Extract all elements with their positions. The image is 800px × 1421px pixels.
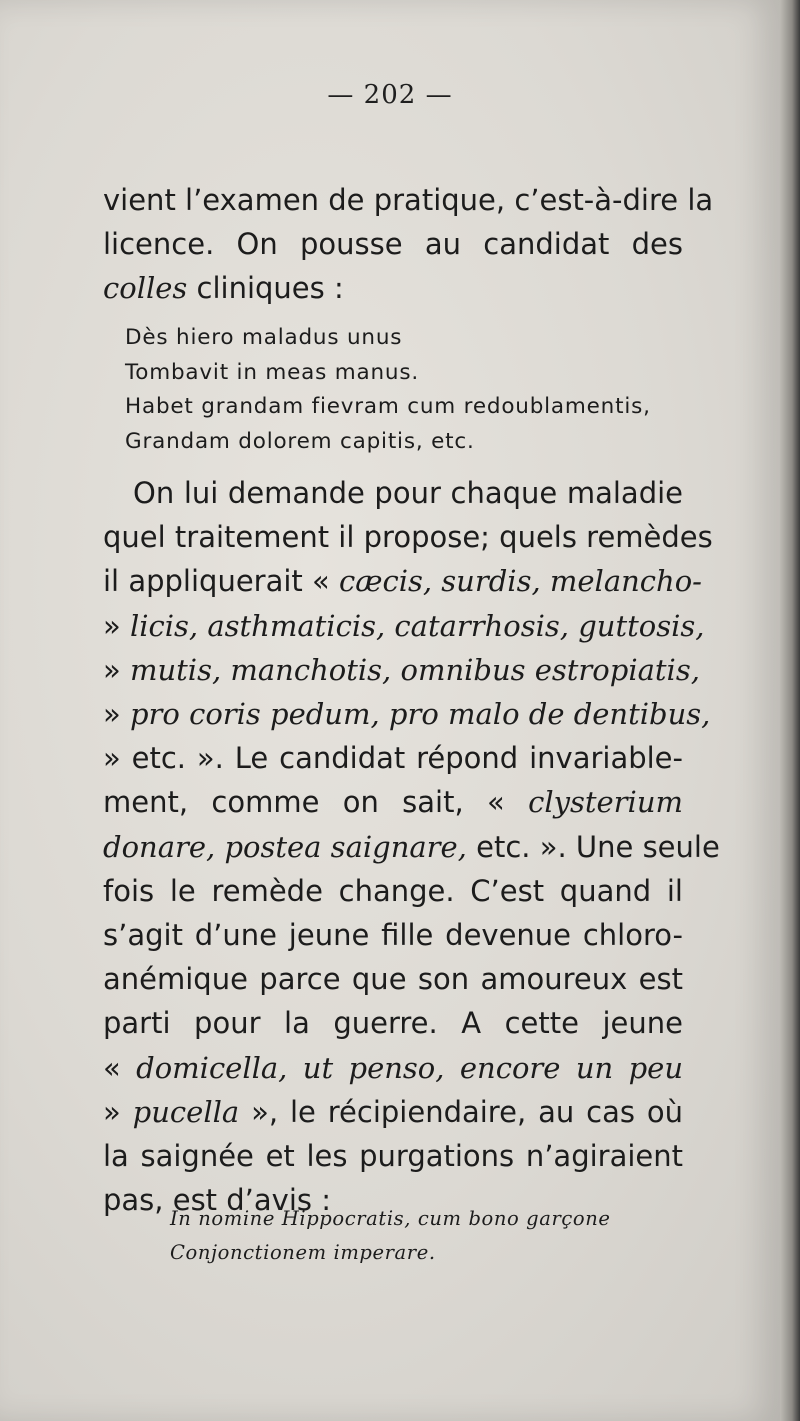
verse-line: Tombavit in meas manus.: [125, 359, 419, 385]
text-line: On lui demande pour chaque maladie: [133, 476, 683, 510]
text-line: fois le remède change. C’est quand il: [103, 873, 683, 908]
latin-verse-2: [170, 1202, 690, 1270]
text-line: [103, 780, 683, 824]
paragraph-2: [103, 471, 720, 1222]
verse-line: In nomine Hippocratis, cum bono garçone: [170, 1207, 611, 1230]
text-line: parti pour la guerre. A cette jeune: [103, 1006, 683, 1041]
text-fragment: »: [103, 1094, 133, 1129]
italic-latin: pucella: [132, 1094, 240, 1129]
text-line: [103, 648, 700, 692]
verse-line: Grandam dolorem capitis, etc.: [125, 428, 475, 454]
text-line: pas, est d’avis :: [103, 1183, 331, 1218]
page-number: — 202 —: [327, 80, 453, 110]
italic-latin: mutis, manchotis, omnibus estropiatis,: [129, 652, 700, 687]
text-line: la saignée et les purgations n’agiraient: [103, 1139, 683, 1174]
text-line: licence. On pousse au candidat des: [103, 227, 683, 262]
text-line: [103, 825, 720, 869]
italic-latin: clysterium: [528, 785, 683, 820]
text-line: [103, 604, 705, 648]
text-fragment: »: [103, 652, 130, 687]
text-line: [103, 1046, 683, 1090]
italic-latin: donare, postea saignare,: [103, 829, 467, 864]
text-line: quel traitement il propose; quels remèdes: [103, 520, 713, 555]
text-line: [103, 1090, 683, 1134]
verse-line: Conjonctionem imperare.: [170, 1241, 436, 1264]
text-line: vient l’examen de pratique, c’est-à-dire la: [103, 183, 714, 217]
text-line: [103, 559, 702, 603]
italic-latin: cæcis, surdis, melancho-: [338, 564, 702, 599]
text-fragment: cliniques :: [187, 271, 344, 306]
italic-term: colles: [103, 271, 188, 306]
italic-latin: domicella, ut penso, encore un peu: [136, 1050, 683, 1085]
text-fragment: il appliquerait «: [103, 564, 339, 599]
text-line: [103, 692, 711, 736]
text-line: » etc. ». Le candidat répond invariable-: [103, 741, 683, 776]
text-line: anémique parce que son amoureux est: [103, 962, 683, 997]
text-fragment: », le récipiendaire, au cas où: [239, 1094, 683, 1129]
text-fragment: «: [103, 1050, 137, 1085]
text-fragment: etc. ». Une seule: [466, 829, 720, 864]
paragraph-1: [103, 178, 714, 311]
italic-latin: licis, asthmaticis, catarrhosis, guttosis,: [129, 608, 705, 643]
page-edge-shadow: [780, 0, 800, 1421]
text-fragment: »: [103, 608, 130, 643]
text-line: s’agit d’une jeune fille devenue chloro-: [103, 918, 683, 953]
italic-latin: pro coris pedum, pro malo de dentibus,: [129, 697, 711, 732]
text-fragment: »: [103, 697, 130, 732]
verse-line: Habet grandam fievram cum redoublamentis,: [125, 394, 651, 419]
text-line: [103, 266, 683, 310]
text-fragment: ment, comme on sait, «: [103, 785, 529, 820]
latin-verse-1: [125, 321, 705, 459]
verse-line: Dès hiero maladus unus: [125, 325, 403, 350]
